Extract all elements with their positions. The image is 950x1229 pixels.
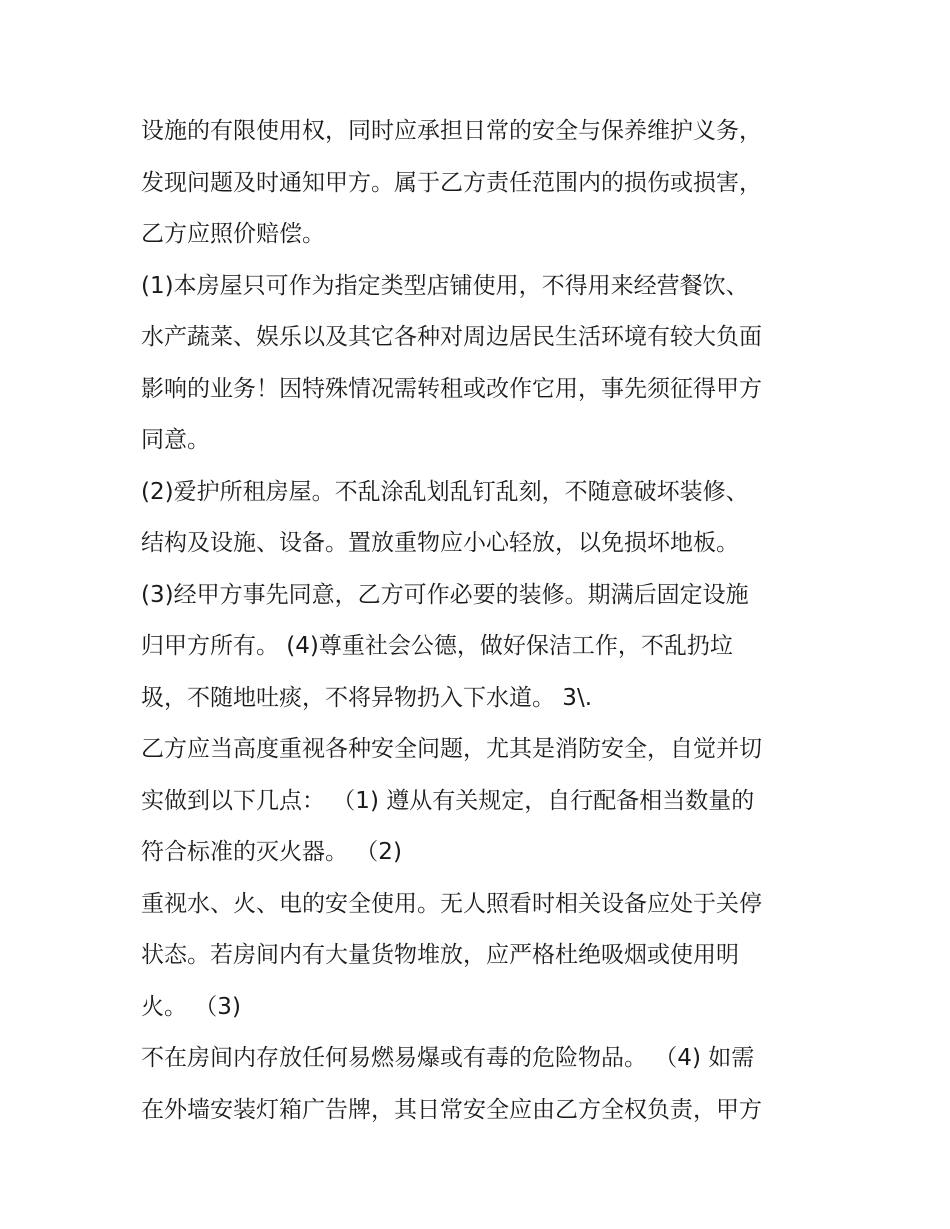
text-line: 影响的业务！因特殊情况需转租或改作它用，事先须征得甲方 [141,375,762,402]
text-line: 状态。若房间内有大量货物堆放，应严格杜绝吸烟或使用明 [141,942,739,968]
text-line: 乙方应当高度重视各种安全问题，尤其是消防安全，自觉并切 [141,736,762,762]
text-line: (3)经甲方事先同意，乙方可作必要的装修。期满后固定设施 [141,581,749,608]
text-line: 实做到以下几点： （1) 遵从有关规定，自行配备相当数量的 [141,787,755,814]
text-line: 不在房间内存放任何易燃易爆或有毒的危险物品。 （4) 如需 [141,1045,755,1071]
text-line: 火。 （3) [141,993,241,1020]
text-line: 归甲方所有。 (4)尊重社会公德，做好保洁工作，不乱扔垃 [141,633,733,659]
text-line: 设施的有限使用权，同时应承担日常的安全与保养维护义务， [141,118,762,144]
text-line: 水产蔬菜、娱乐以及其它各种对周边居民生活环境有较大负面 [141,324,762,350]
text-line: (2)爱护所租房屋。不乱涂乱划乱钉乱刻，不随意破坏装修、 [141,478,749,505]
document-body [141,106,831,1136]
text-line: 结构及设施、设备。置放重物应小心轻放，以免损坏地板。 [141,530,739,556]
text-line: (1)本房屋只可作为指定类型店铺使用，不得用来经营餐饮、 [141,272,749,299]
text-line: 乙方应照价赔偿。 [141,221,325,247]
text-line: 在外墙安装灯箱广告牌，其日常安全应由乙方全权负责，甲方 [141,1096,762,1123]
text-line: 同意。 [141,427,210,453]
text-line: 发现问题及时通知甲方。属于乙方责任范围内的损伤或损害， [141,169,762,196]
text-line: 重视水、火、电的安全使用。无人照看时相关设备应处于关停 [141,890,762,917]
text-line: 符合标准的灭火器。 （2) [141,839,402,865]
text-line: 圾，不随地吐痰，不将异物扔入下水道。 3\. [141,684,593,711]
